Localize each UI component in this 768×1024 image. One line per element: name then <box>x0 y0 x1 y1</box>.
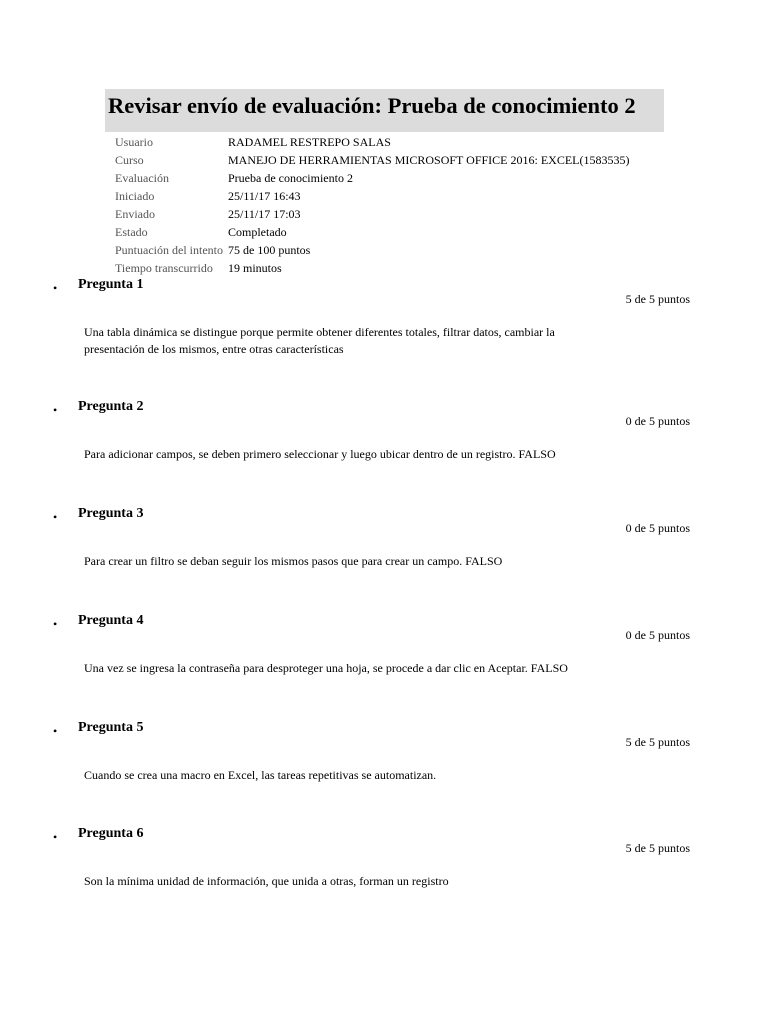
question-item <box>0 506 768 606</box>
question-text: Para adicionar campos, se deben primero seleccionar y luego ubicar dentro de un registro. FALSO <box>84 447 556 461</box>
detail-label: Tiempo transcurrido <box>115 261 213 275</box>
bullet-icon: • <box>53 281 58 295</box>
question-text: Cuando se crea una macro en Excel, las tareas repetitivas se automatizan. <box>84 768 437 782</box>
detail-value: 25/11/17 16:43 <box>228 189 301 203</box>
detail-label: Enviado <box>115 207 155 221</box>
question-text: Son la mínima unidad de información, que unida a otras, forman un registro <box>84 874 449 888</box>
question-item <box>0 399 768 499</box>
question-item <box>0 277 768 377</box>
title-bar <box>105 89 664 132</box>
question-title: Pregunta 6 <box>78 826 144 841</box>
submission-details <box>115 133 630 277</box>
detail-row-evaluacion <box>115 169 630 187</box>
detail-label: Usuario <box>115 135 153 149</box>
detail-row-iniciado <box>115 187 630 205</box>
detail-row-estado <box>115 223 630 241</box>
detail-value: 75 de 100 puntos <box>228 243 311 257</box>
question-points: 5 de 5 puntos <box>625 735 690 749</box>
detail-label: Iniciado <box>115 189 155 203</box>
detail-row-enviado <box>115 205 630 223</box>
detail-value: Completado <box>228 225 287 239</box>
question-title: Pregunta 3 <box>78 506 144 521</box>
question-title: Pregunta 4 <box>78 613 144 628</box>
detail-label: Evaluación <box>115 171 169 185</box>
detail-value: 25/11/17 17:03 <box>228 207 301 221</box>
question-points: 5 de 5 puntos <box>625 841 690 855</box>
question-item <box>0 720 768 820</box>
question-item <box>0 613 768 713</box>
bullet-icon: • <box>53 830 58 844</box>
bullet-icon: • <box>53 403 58 417</box>
question-item <box>0 826 768 926</box>
question-title: Pregunta 1 <box>78 277 144 292</box>
detail-value: 19 minutos <box>228 261 282 275</box>
detail-row-tiempo <box>115 259 630 277</box>
question-points: 0 de 5 puntos <box>625 414 690 428</box>
question-title: Pregunta 5 <box>78 720 144 735</box>
bullet-icon: • <box>53 510 58 524</box>
question-points: 0 de 5 puntos <box>625 628 690 642</box>
bullet-icon: • <box>53 724 58 738</box>
question-points: 5 de 5 puntos <box>625 292 690 306</box>
detail-label: Puntuación del intento <box>115 243 223 257</box>
question-text: Una tabla dinámica se distingue porque permite obtener diferentes totales, filtrar datos, cambiar la presentación de los mismos, entre otras características <box>84 325 555 356</box>
detail-label: Estado <box>115 225 148 239</box>
detail-value: RADAMEL RESTREPO SALAS <box>228 135 391 149</box>
question-points: 0 de 5 puntos <box>625 521 690 535</box>
bullet-icon: • <box>53 617 58 631</box>
question-title: Pregunta 2 <box>78 399 144 414</box>
detail-row-curso <box>115 151 630 169</box>
detail-row-puntuacion <box>115 241 630 259</box>
question-text: Una vez se ingresa la contraseña para desproteger una hoja, se procede a dar clic en Aceptar. FALSO <box>84 661 568 675</box>
detail-value: MANEJO DE HERRAMIENTAS MICROSOFT OFFICE 2016: EXCEL(1583535) <box>228 153 630 167</box>
question-text: Para crear un filtro se deban seguir los mismos pasos que para crear un campo. FALSO <box>84 554 503 568</box>
detail-value: Prueba de conocimiento 2 <box>228 171 353 185</box>
detail-label: Curso <box>115 153 144 167</box>
page-title: Revisar envío de evaluación: Prueba de conocimiento 2 <box>108 93 636 118</box>
detail-row-usuario <box>115 133 630 151</box>
